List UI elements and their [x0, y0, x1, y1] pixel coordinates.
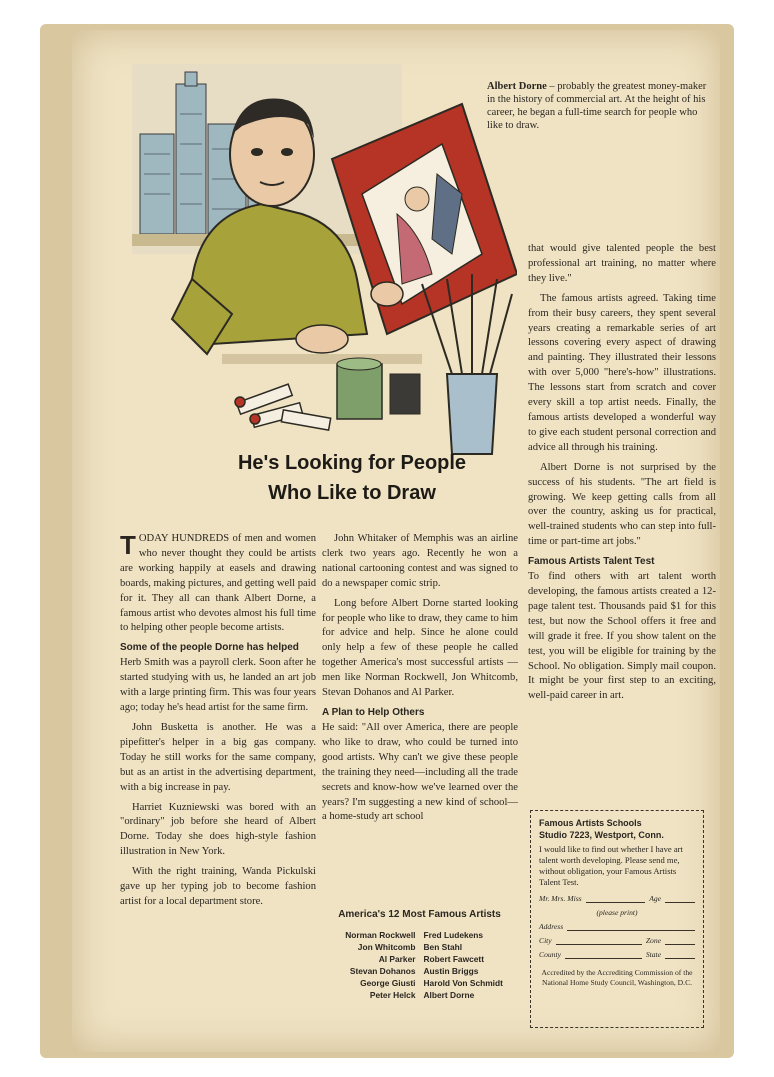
- paragraph: Long before Albert Dorne started looking for people who like to draw, they came to him for advice and help. Since he alone could only help a few of these people he called together America's most successful artists —men like Norman Rockwell, Jon Whitcomb, Stevan Dohanos and Al Parker.: [322, 597, 518, 699]
- city-field[interactable]: [539, 934, 695, 948]
- field-label: County: [539, 950, 561, 959]
- subheading: Some of the people Dorne has helped: [120, 642, 299, 654]
- dropcap: T: [120, 530, 136, 560]
- page: [72, 30, 720, 1052]
- artist-name: George Giusti: [360, 978, 416, 988]
- paragraph: Albert Dorne is not surprised by the success of his students. "The art field is growing. We keep getting calls from all over the country, asking us for practical, well-trained students who can step into full-time or part-time art jobs.": [528, 461, 716, 548]
- artist-name: Harold Von Schmidt: [423, 978, 503, 988]
- headline: [152, 448, 552, 508]
- paragraph: [120, 532, 316, 636]
- field-label: (please print): [596, 908, 638, 917]
- paragraph: The famous artists agreed. Taking time from their busy careers, they spent several years creating a remarkable series of art lessons covering every aspect of drawing and painting. They illustrated their lessons with over 5,000 "here's-how" illustrations. The lessons start from scratch and cover every skill a top artist needs. Finally, the famous artists developed a wonderful way to give each student personal correction and advice all through his training.: [528, 292, 716, 453]
- artists-box-title: America's 12 Most Famous Artists: [338, 909, 501, 920]
- artist-illustration: [132, 64, 517, 459]
- artists-box: [317, 908, 522, 1028]
- paragraph: Herb Smith was a payroll clerk. Soon after he started studying with us, he landed an art job with a large printing firm. This was four years ago; today he's head artist for the same firm.: [120, 657, 316, 714]
- coupon-address: Studio 7223, Westport, Conn.: [539, 830, 664, 840]
- subheading: Famous Artists Talent Test: [528, 556, 655, 568]
- artist-name: Ben Stahl: [423, 942, 463, 952]
- headline-line2: Who Like to Draw: [268, 482, 436, 504]
- coupon-school: Famous Artists Schools: [539, 818, 642, 828]
- artist-name: Peter Helck: [369, 990, 416, 1000]
- paragraph-text: ODAY HUNDREDS of men and women who never thought they could be artists are working happily at easels and drawing boards, making pictures, and getting well paid for it. They all can thank Albert Dorne, a famous artist who devotes almost his full time to helping other people become artists.: [120, 533, 316, 634]
- paragraph: John Whitaker of Memphis was an airline clerk two years ago. Recently he won a national cartooning contest and was signed to do a newspaper comic strip.: [322, 533, 518, 589]
- column-3: [528, 242, 716, 709]
- paragraph: Harriet Kuzniewski was bored with an "ordinary" job before she heard of Albert Dorne. Today she does high-style fashion illustration in New York.: [120, 801, 316, 858]
- field-label: City: [539, 936, 552, 945]
- artist-name: Stevan Dohanos: [349, 966, 416, 976]
- field-label: State: [645, 950, 661, 959]
- column-2: [322, 532, 518, 830]
- artist-name: Fred Ludekens: [423, 930, 484, 940]
- headline-line1: He's Looking for People: [237, 452, 467, 474]
- paragraph: that would give talented people the best professional art training, no matter where they live.": [528, 243, 716, 284]
- mail-coupon[interactable]: [530, 810, 704, 1028]
- caption: [487, 80, 712, 132]
- artist-name: Al Parker: [378, 954, 416, 964]
- address-field[interactable]: [539, 920, 695, 934]
- paragraph: To find others with art talent worth developing, the famous artists created a 12-page talent test. Thousands paid $1 for this test, but now the School offers it free and will grade it free. If you show talent on the test, you will be eligible for training by the School. No obligation. Simply mail coupon. It might be your first step to an exciting, well-paid career in art.: [528, 571, 716, 702]
- field-label: Mr. Mrs. Miss: [539, 894, 582, 903]
- artist-name: Norman Rockwell: [345, 930, 416, 940]
- subheading: A Plan to Help Others: [322, 706, 425, 718]
- name-field[interactable]: [539, 892, 695, 906]
- accreditation-note: Accredited by the Accrediting Commission of the National Home Study Council, Washington, D.C.: [541, 968, 693, 987]
- artist-name: Jon Whitcomb: [357, 942, 416, 952]
- column-1: [120, 532, 316, 915]
- coupon-text: I would like to find out whether I have art talent worth developing. Please send me, without obligation, your Famous Artists Talent Test.: [539, 844, 683, 887]
- print-note: [539, 906, 695, 920]
- paragraph: He said: "All over America, there are people who like to draw, who could be turned into good artists. Why can't we give these people the training they need—including all the trade secrets and know-how we've learned over the years? I'm suggesting a new kind of school—a home-study art school: [322, 721, 518, 823]
- field-label: Address: [539, 922, 564, 931]
- field-label: Age: [649, 894, 661, 903]
- artists-list: [317, 929, 522, 1001]
- paragraph: With the right training, Wanda Pickulski gave up her typing job to become fashion artist for a local department store.: [120, 866, 316, 907]
- paragraph: John Busketta is another. He was a pipefitter's helper in a big gas company. Today he still works for the same company, but as an artist in the advertising department, with a big increase in pay.: [120, 721, 316, 793]
- caption-name: Albert Dorne: [487, 81, 547, 92]
- caption-text: – probably the greatest money-maker in the history of commercial art. At the height of his career, he began a full-time search for people who like to draw.: [487, 81, 707, 131]
- county-field[interactable]: [539, 948, 695, 962]
- artist-name: Austin Briggs: [423, 966, 479, 976]
- field-label: Zone: [645, 936, 661, 945]
- artist-name: Robert Fawcett: [423, 954, 484, 964]
- artist-name: Albert Dorne: [423, 990, 475, 1000]
